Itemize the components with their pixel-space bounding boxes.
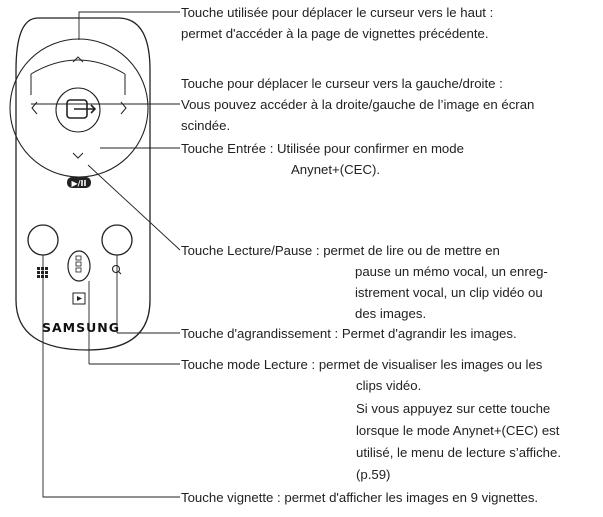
leader-up-key: [79, 12, 180, 40]
callout-up-key-line1: Touche utilisée pour déplacer le curseur vers le haut :: [181, 5, 494, 20]
callout-left-right-key-line2: Vous pouvez accéder à la droite/gauche de l’image en écran: [181, 97, 535, 112]
callout-playback-mode-key-line1: Touche mode Lecture : permet de visualiser les images ou les: [181, 357, 543, 372]
callout-playback-mode-key-line5: utilisé, le menu de lecture s’affiche.: [356, 445, 562, 460]
callout-enter-key-line1: Touche Entrée : Utilisée pour confirmer en mode: [181, 141, 464, 156]
up-key: [31, 60, 125, 74]
thumbnail-key: [28, 225, 58, 255]
play-pause-badge-label: ▶/II: [71, 179, 87, 188]
callout-enter-key-line2: Anynet+(CEC).: [291, 162, 381, 177]
callout-playback-mode-key-line3: Si vous appuyez sur cette touche: [356, 401, 551, 416]
enter-icon: [67, 100, 95, 118]
callout-play-pause-key-line1: Touche Lecture/Pause : permet de lire ou de mettre en: [181, 243, 500, 258]
callout-zoom-key-line1: Touche d'agrandissement : Permet d'agrandir les images.: [181, 326, 517, 341]
callout-left-right-key-line1: Touche pour déplacer le curseur vers la gauche/droite :: [181, 76, 503, 91]
callout-play-pause-key-line4: des images.: [355, 306, 427, 321]
thumbnail-grid-icon: [37, 267, 48, 278]
callout-left-right-key-line3: scindée.: [181, 118, 231, 133]
playback-key-dots-icon: [76, 256, 81, 272]
down-chevron-icon: [73, 153, 83, 158]
callout-playback-mode-key-line6: (p.59): [356, 467, 391, 482]
callout-thumbnail-key-line1: Touche vignette : permet d'afficher les images en 9 vignettes.: [181, 490, 539, 505]
samsung-logo: SAMSUNG: [42, 320, 120, 335]
callout-playback-mode-key-line4: lorsque le mode Anynet+(CEC) est: [356, 423, 560, 438]
callout-playback-mode-key-line2: clips vidéo.: [356, 378, 422, 393]
callout-up-key-line2: permet d'accéder à la page de vignettes précédente.: [181, 26, 489, 41]
callout-play-pause-key-line2: pause un mémo vocal, un enreg-: [355, 264, 548, 279]
zoom-key: [102, 225, 132, 255]
leader-thumbnail-key: [43, 255, 180, 497]
playback-play-triangle-icon: [77, 296, 82, 301]
callout-play-pause-key-line3: istrement vocal, un clip vidéo ou: [355, 285, 543, 300]
